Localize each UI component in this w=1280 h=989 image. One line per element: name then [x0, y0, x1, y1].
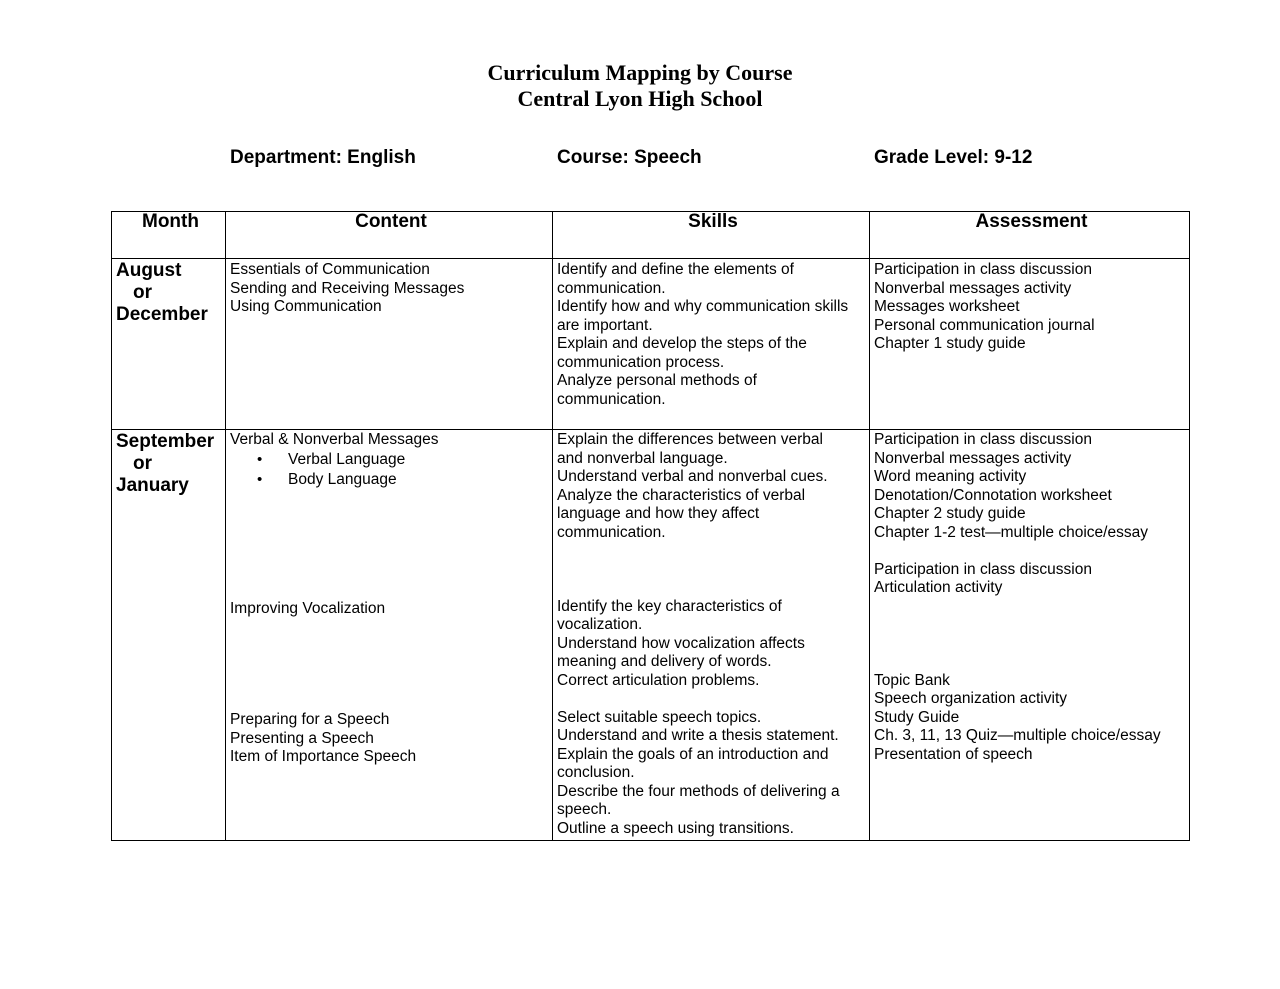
month-start: September [116, 431, 215, 452]
content-item: Essentials of Communication [230, 261, 430, 278]
skill-line: Outline a speech using transitions. [557, 819, 794, 837]
assessment-item: Ch. 3, 11, 13 Quiz—multiple choice/essay [874, 727, 1161, 744]
month-or: or [133, 453, 152, 474]
month-end: December [116, 304, 208, 325]
skill-line: Analyze the characteristics of verbal [557, 486, 806, 504]
assessment-item: Chapter 1 study guide [874, 335, 1026, 352]
skill-line: Explain the goals of an introduction and [557, 745, 829, 763]
skill-line: speech. [557, 801, 612, 818]
skill-line: Explain and develop the steps of the [557, 335, 807, 352]
assessment-item: Personal communication journal [874, 316, 1095, 334]
month-or: or [133, 282, 152, 303]
assessment-item: Nonverbal messages activity [874, 279, 1072, 297]
skill-line: communication process. [557, 353, 725, 371]
content-cell [226, 430, 553, 841]
skill-line: language and how they affect [557, 505, 760, 522]
content-item: Preparing for a Speech [230, 711, 390, 728]
assessment-item: Presentation of speech [874, 745, 1033, 763]
skill-line: communication. [557, 390, 666, 408]
header-assessment: Assessment [870, 212, 1190, 259]
content-item: Item of Importance Speech [230, 748, 417, 765]
skill-line: and nonverbal language. [557, 449, 728, 467]
assessment-item: Study Guide [874, 708, 960, 726]
assessment-item: Topic Bank [874, 671, 950, 689]
department-label: Department: English [230, 147, 416, 168]
skill-line: are important. [557, 316, 653, 334]
content-item: Presenting a Speech [230, 729, 374, 747]
assessment-item: Participation in class discussion [874, 431, 1092, 448]
month-end: January [116, 475, 189, 496]
table-header-row [112, 212, 1190, 259]
assessment-cell [870, 430, 1190, 841]
assessment-item: Chapter 1-2 test—multiple choice/essay [874, 523, 1148, 541]
assessment-item: Articulation activity [874, 579, 1003, 596]
content-cell [226, 259, 553, 430]
assessment-item: Chapter 2 study guide [874, 505, 1026, 522]
skill-line: Understand and write a thesis statement. [557, 727, 839, 744]
assessment-cell [870, 259, 1190, 430]
table-row [112, 259, 1190, 430]
assessment-item: Nonverbal messages activity [874, 449, 1072, 467]
skill-line: Identify and define the elements of [557, 261, 794, 278]
skill-line: Describe the four methods of delivering a [557, 782, 840, 800]
assessment-item: Participation in class discussion [874, 560, 1092, 578]
month-cell [112, 259, 226, 430]
table-row [112, 430, 1190, 841]
skill-line: Understand verbal and nonverbal cues. [557, 468, 828, 485]
skill-line: Identify how and why communication skills [557, 298, 849, 315]
skill-line: vocalization. [557, 616, 643, 633]
skill-line: Select suitable speech topics. [557, 708, 762, 726]
skills-cell [553, 259, 870, 430]
skill-line: conclusion. [557, 764, 635, 781]
month-start: August [116, 260, 182, 281]
assessment-item: Messages worksheet [874, 298, 1020, 315]
header-month: Month [112, 212, 226, 259]
content-heading: Verbal & Nonverbal Messages [230, 431, 439, 448]
content-item: Using Communication [230, 298, 382, 315]
skill-line: Identify the key characteristics of [557, 597, 782, 615]
content-item: Improving Vocalization [230, 599, 386, 617]
content-item: Sending and Receiving Messages [230, 279, 465, 297]
skill-line: meaning and delivery of words. [557, 653, 772, 670]
skill-line: Explain the differences between verbal [557, 431, 823, 448]
skill-line: communication. [557, 279, 666, 297]
assessment-item: Speech organization activity [874, 690, 1068, 707]
skills-cell [553, 430, 870, 841]
bullet-item: • Body Language [230, 470, 552, 490]
skill-line: Correct articulation problems. [557, 671, 760, 689]
assessment-item: Word meaning activity [874, 468, 1027, 485]
header-skills: Skills [553, 212, 870, 259]
course-label: Course: Speech [557, 147, 702, 168]
assessment-item: Participation in class discussion [874, 261, 1092, 278]
header-content: Content [226, 212, 553, 259]
bullet-item: • Verbal Language [230, 450, 552, 470]
content-bullet-list [230, 450, 552, 490]
document-title: Curriculum Mapping by Course [487, 60, 793, 85]
grade-level-label: Grade Level: 9-12 [874, 147, 1033, 168]
skill-line: Understand how vocalization affects [557, 634, 805, 652]
curriculum-table [111, 211, 1190, 841]
skill-line: communication. [557, 523, 666, 541]
month-cell [112, 430, 226, 841]
skill-line: Analyze personal methods of [557, 372, 757, 389]
school-name: Central Lyon High School [517, 86, 763, 111]
assessment-item: Denotation/Connotation worksheet [874, 486, 1112, 504]
